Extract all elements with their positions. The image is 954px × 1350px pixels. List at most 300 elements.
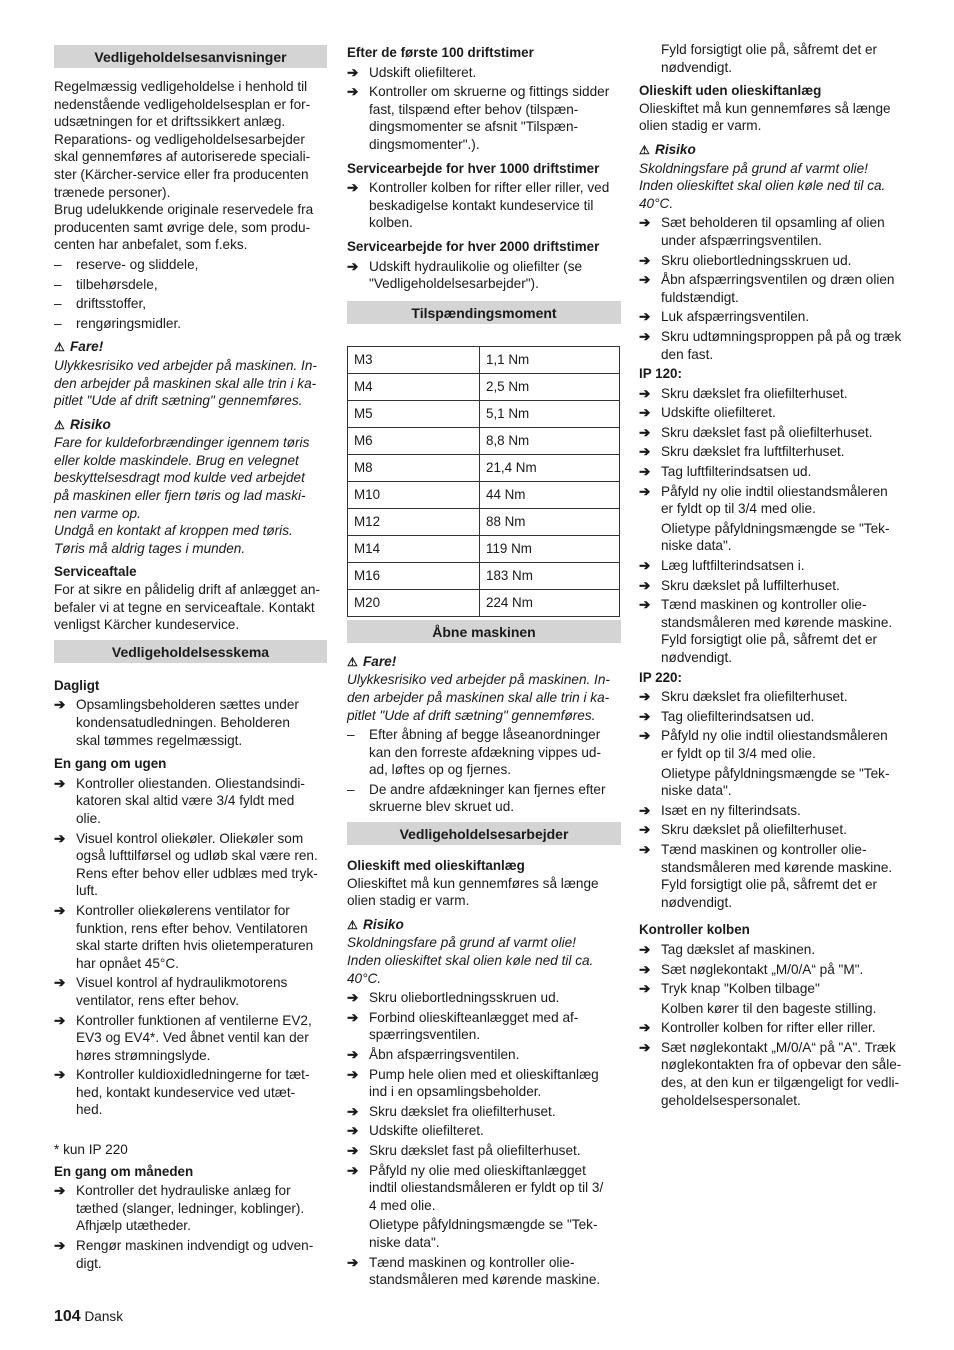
- list-item-line: Udskift hydraulikolie og oliefilter (se: [369, 258, 583, 274]
- monthly-heading: En gang om måneden: [54, 1163, 194, 1179]
- ip120-list-2: [639, 557, 915, 667]
- arrow-right-icon: ➔: [54, 975, 66, 991]
- list-item-line: Kontroller om skruerne og fittings sidder: [369, 84, 610, 100]
- list-item-line: 4 med olie.: [369, 1197, 436, 1213]
- list-item: [639, 821, 915, 839]
- list-item-line: funktion, rens efter behov. Ventilatoren: [76, 920, 308, 936]
- table-row: [348, 346, 620, 373]
- thread-size-cell: M10: [348, 481, 480, 508]
- list-item: [54, 696, 327, 749]
- torque-value-cell: 44 Nm: [480, 481, 620, 508]
- list-item-line: Afhjælp utætheder.: [76, 1218, 191, 1234]
- list-item-line: beskadigelse kontakt kundeservice til: [369, 197, 594, 213]
- list-item-line: er fyldt op til 3/4 med olie.: [661, 745, 816, 761]
- table-row: [348, 481, 620, 508]
- arrow-right-icon: ➔: [639, 802, 651, 818]
- list-item-line: nøglekontakten fra of opbevar den såle-: [661, 1057, 902, 1073]
- text-line: den arbejder på maskinen skal alle trin i ka-: [347, 689, 610, 705]
- table-row: [348, 589, 620, 616]
- thread-size-cell: M4: [348, 373, 480, 400]
- oil-change-final-list: [347, 1254, 621, 1289]
- text-line: pitlet "Ude af drift sætning" gennemføres.: [347, 707, 596, 723]
- text-line: nen varme op.: [54, 505, 141, 521]
- arrow-right-icon: ➔: [639, 941, 651, 957]
- text-line: Fyld forsigtigt olie på, såfremt det er: [661, 42, 878, 57]
- list-item-line: fast, tilspænd efter behov (tilspæn-: [369, 101, 579, 117]
- list-item-line: Sæt beholderen til opsamling af olien: [661, 215, 885, 231]
- arrow-right-icon: ➔: [639, 215, 651, 231]
- list-item-line: skal starte driften hvis olietemperaturen: [76, 938, 314, 954]
- list-item: [347, 1162, 621, 1215]
- list-item: [54, 1182, 327, 1235]
- list-item-line: nødvendigt.: [661, 894, 733, 910]
- list-item-text: driftsstoffer,: [76, 296, 147, 312]
- list-item: [347, 1122, 621, 1140]
- torque-value-cell: 183 Nm: [480, 562, 620, 589]
- text-line: Fare for kuldeforbrændinger igennem tøris: [54, 435, 310, 451]
- list-item-line: Isæt en ny filterindsats.: [661, 802, 801, 818]
- arrow-right-icon: ➔: [54, 697, 66, 713]
- list-item: [639, 557, 915, 575]
- intro-text: [54, 78, 327, 254]
- list-item-line: Skru dækslet på oliefilterhuset.: [661, 822, 847, 838]
- list-item-line: Kontroller det hydrauliske anlæg for: [76, 1183, 291, 1199]
- text-line: eller kolde maskindele. Brug en velegnet: [54, 452, 299, 468]
- table-row: [348, 454, 620, 481]
- text-line: niske data".: [661, 783, 732, 799]
- list-item-line: Tænd maskinen og kontroller olie-: [661, 597, 867, 613]
- arrow-right-icon: ➔: [347, 990, 359, 1006]
- dash-bullet: –: [54, 256, 62, 272]
- arrow-right-icon: ➔: [639, 981, 651, 997]
- danger-warning-text: [347, 671, 621, 724]
- list-item-line: skruerne blev skruet ud.: [369, 799, 515, 815]
- text-line: Undgå en kontakt af kroppen med tøris.: [54, 523, 293, 539]
- list-item-line: Skru oliebortledningsskruen ud.: [661, 252, 852, 268]
- list-item-line: Udskifte oliefilteret.: [661, 405, 776, 421]
- arrow-right-icon: ➔: [347, 1254, 359, 1270]
- list-item-text: tilbehørsdele,: [76, 276, 158, 292]
- arrow-right-icon: ➔: [347, 64, 359, 80]
- list-item: [639, 443, 915, 461]
- dash-bullet: –: [347, 727, 355, 743]
- list-item: [639, 961, 915, 979]
- daily-list: [54, 696, 327, 749]
- list-item-line: Påfyld ny olie med olieskiftanlægget: [369, 1162, 586, 1178]
- list-item: [639, 1039, 915, 1109]
- list-item: [639, 252, 915, 270]
- arrow-right-icon: ➔: [347, 1009, 359, 1025]
- language-label: Dansk: [84, 1309, 124, 1324]
- list-item: [639, 708, 915, 726]
- arrow-right-icon: ➔: [639, 464, 651, 480]
- list-item-line: Kontroller oliekølerens ventilator for: [76, 902, 290, 918]
- arrow-right-icon: ➔: [639, 309, 651, 325]
- text-line: venligst Kärcher kundeservice.: [54, 617, 240, 633]
- section-bar-maintenance-work: Vedligeholdelsesarbejder: [347, 822, 621, 845]
- oil-change-text: [347, 875, 621, 910]
- text-line: Tøris må aldrig tages i munden.: [54, 540, 246, 556]
- list-item-line: Tænd maskinen og kontroller olie-: [661, 841, 867, 857]
- arrow-right-icon: ➔: [54, 1238, 66, 1254]
- table-row: [348, 562, 620, 589]
- list-item-line: indtil oliestandsmåleren er fyldt op til 3/: [369, 1180, 604, 1196]
- arrow-right-icon: ➔: [347, 258, 359, 274]
- list-item: [639, 596, 915, 666]
- list-item: [639, 483, 915, 518]
- list-item: [347, 258, 621, 293]
- list-item-line: hed.: [76, 1102, 103, 1118]
- list-item-line: De andre afdækninger kan fjernes efter: [369, 781, 606, 797]
- list-item-line: Åbn afspærringsventilen og dræn olien: [661, 272, 895, 288]
- list-item-line: Kontroller kolben for rifter eller riller, ved: [369, 180, 610, 196]
- list-item: [639, 271, 915, 306]
- text-line: Olieskiftet må kun gennemføres så længe: [639, 100, 891, 116]
- arrow-right-icon: ➔: [639, 272, 651, 288]
- text-line: nødvendigt.: [661, 59, 733, 75]
- text-line: Olietype påfyldningsmængde se "Tek-: [661, 520, 890, 536]
- arrow-right-icon: ➔: [639, 577, 651, 593]
- warning-triangle-icon: ⚠: [347, 917, 358, 932]
- list-item-line: digt.: [76, 1255, 102, 1271]
- arrow-right-icon: ➔: [347, 1066, 359, 1082]
- table-row: [348, 427, 620, 454]
- warning-triangle-icon: ⚠: [54, 340, 65, 355]
- after-100-hours-list: [347, 64, 621, 154]
- torque-value-cell: 21,4 Nm: [480, 454, 620, 481]
- torque-value-cell: 224 Nm: [480, 589, 620, 616]
- list-item: [54, 295, 327, 313]
- text-line: niske data".: [661, 538, 732, 554]
- text-line: Olietype påfyldningsmængde se "Tek-: [661, 765, 890, 781]
- list-item-line: Påfyld ny olie indtil oliestandsmåleren: [661, 483, 888, 499]
- list-item: [639, 463, 915, 481]
- list-item: [54, 974, 327, 1009]
- ip120-oil-type-note: [639, 520, 915, 555]
- list-item-line: Tryk knap "Kolben tilbage": [661, 981, 820, 997]
- list-item-line: Tag oliefilterindsatsen ud.: [661, 708, 815, 724]
- list-item-line: skal tømmes regelmæssigt.: [76, 732, 243, 748]
- oil-change-list: [347, 989, 621, 1214]
- continued-text: [639, 41, 915, 76]
- risk-warning-text: [347, 934, 621, 987]
- thread-size-cell: M12: [348, 508, 480, 535]
- arrow-right-icon: ➔: [639, 252, 651, 268]
- table-row: [348, 400, 620, 427]
- arrow-right-icon: ➔: [639, 708, 651, 724]
- arrow-right-icon: ➔: [347, 180, 359, 196]
- list-item: [54, 1012, 327, 1065]
- arrow-right-icon: ➔: [639, 841, 651, 857]
- arrow-right-icon: ➔: [347, 84, 359, 100]
- list-item: [639, 385, 915, 403]
- text-line: olien stadig er varm.: [639, 118, 762, 134]
- weekly-list: [54, 775, 327, 1119]
- list-item-line: Visuel kontrol oliekøler. Oliekøler som: [76, 830, 304, 846]
- list-item-line: luft.: [76, 883, 98, 899]
- arrow-right-icon: ➔: [639, 444, 651, 460]
- text-line: Inden olieskiftet skal olien køle ned til ca.: [639, 178, 886, 194]
- check-piston-list: [639, 941, 915, 998]
- warning-triangle-icon: ⚠: [347, 654, 358, 669]
- arrow-right-icon: ➔: [347, 1103, 359, 1119]
- list-item: [639, 214, 915, 249]
- every-1000-hours-heading: Servicearbejde for hver 1000 driftstimer: [347, 160, 600, 176]
- list-item-line: standsmåleren med kørende maskine.: [661, 859, 893, 875]
- monthly-list: [54, 1182, 327, 1272]
- list-item-line: ind i en opsamlingsbeholder.: [369, 1084, 542, 1100]
- text-line: Brug udelukkende originale reservedele fra: [54, 202, 314, 218]
- list-item: [347, 1254, 621, 1289]
- oil-change-without-list: [639, 214, 915, 363]
- list-item-line: Skru udtømningsproppen på på og træk: [661, 328, 902, 344]
- thread-size-cell: M5: [348, 400, 480, 427]
- list-item-line: Rengør maskinen indvendigt og udven-: [76, 1238, 314, 1254]
- torque-value-cell: 8,8 Nm: [480, 427, 620, 454]
- arrow-right-icon: ➔: [347, 1162, 359, 1178]
- list-item: [347, 781, 621, 816]
- ip220-list-2: [639, 802, 915, 912]
- dash-bullet: –: [347, 781, 355, 797]
- danger-warning: [54, 338, 327, 357]
- warning-triangle-icon: ⚠: [639, 142, 650, 157]
- list-item-line: geholdelsespersonalet.: [661, 1092, 801, 1108]
- arrow-right-icon: ➔: [639, 1039, 651, 1055]
- page-number: 104: [54, 1308, 81, 1325]
- list-item: [54, 1066, 327, 1119]
- list-item: [347, 64, 621, 82]
- check-piston-list-2: [639, 1019, 915, 1109]
- list-item-line: standsmåleren med kørende maskine.: [369, 1272, 601, 1288]
- oil-change-without-unit-heading: Olieskift uden olieskiftanlæg: [639, 83, 822, 99]
- list-item-line: Kontroller oliestanden. Oliestandsindi-: [76, 775, 305, 791]
- torque-value-cell: 88 Nm: [480, 508, 620, 535]
- list-item-line: Påfyld ny olie indtil oliestandsmåleren: [661, 728, 888, 744]
- list-item-line: EV3 og EV4*. Ved åbnet ventil kan der: [76, 1030, 309, 1046]
- risk-warning: [54, 416, 327, 435]
- list-item-line: fuldstændigt.: [661, 289, 739, 305]
- arrow-right-icon: ➔: [347, 1142, 359, 1158]
- section-bar-open-machine: Åbne maskinen: [347, 620, 621, 643]
- section-bar-maintenance-instructions: Vedligeholdelsesanvisninger: [54, 45, 327, 68]
- page-footer: [54, 1308, 123, 1326]
- list-item-line: Kontroller kuldioxidledningerne for tæt-: [76, 1067, 310, 1083]
- list-item-line: Forbind olieskifteanlægget med af-: [369, 1009, 579, 1025]
- arrow-right-icon: ➔: [347, 1123, 359, 1139]
- dash-bullet: –: [54, 276, 62, 292]
- torque-table: [347, 346, 620, 617]
- text-line: beskyttelsesdragt mod kulde ved arbejdet: [54, 470, 305, 486]
- list-item-line: Sæt nøglekontakt „M/0/A“ på "M".: [661, 961, 864, 977]
- arrow-right-icon: ➔: [54, 1012, 66, 1028]
- text-line: Inden olieskiftet skal olien køle ned til ca.: [347, 953, 594, 969]
- list-item-line: den fast.: [661, 346, 714, 362]
- list-item-line: hed, kontakt kundeservice ved utæt-: [76, 1084, 296, 1100]
- list-item-line: Skru dækslet fra oliefilterhuset.: [661, 385, 848, 401]
- list-item-line: Udskift oliefilteret.: [369, 64, 477, 80]
- text-line: befaler vi at tegne en serviceaftale. Kontakt: [54, 599, 315, 615]
- text-line: For at sikre en pålidelig drift af anlægget an-: [54, 582, 320, 598]
- list-item-line: Udskifte oliefilteret.: [369, 1123, 484, 1139]
- warning-label: Fare!: [363, 653, 397, 669]
- every-1000-hours-list: [347, 179, 621, 232]
- list-item-line: Pump hele olien med et olieskiftanlæg: [369, 1066, 599, 1082]
- arrow-right-icon: ➔: [639, 424, 651, 440]
- list-item-line: Luk afspærringsventilen.: [661, 309, 810, 325]
- text-line: pitlet "Ude af drift sætning" gennemføres.: [54, 393, 303, 409]
- list-item-line: kondensatudledningen. Beholderen: [76, 715, 290, 730]
- list-item: [347, 1046, 621, 1064]
- list-item-line: Skru oliebortledningsskruen ud.: [369, 990, 560, 1006]
- list-item: [639, 727, 915, 762]
- list-item-line: Rens efter behov eller udblæs med tryk-: [76, 865, 318, 881]
- arrow-right-icon: ➔: [639, 689, 651, 705]
- list-item-line: Opsamlingsbeholderen sættes under: [76, 697, 299, 713]
- service-text: [54, 581, 327, 634]
- torque-value-cell: 119 Nm: [480, 535, 620, 562]
- list-item-line: Åbn afspærringsventilen.: [369, 1047, 520, 1062]
- list-item: [639, 328, 915, 363]
- warning-label: Risiko: [655, 141, 696, 157]
- text-line: Regelmæssig vedligeholdelse i henhold til: [54, 79, 308, 94]
- list-item-line: dingsmomenter".).: [369, 136, 480, 152]
- list-item: [347, 1103, 621, 1121]
- footnote: * kun IP 220: [54, 1142, 128, 1158]
- list-item: [54, 902, 327, 972]
- list-item-line: tæthed (slanger, ledninger, koblinger).: [76, 1200, 305, 1216]
- list-item-line: Skru dækslet fra luftfilterhuset.: [661, 444, 845, 460]
- arrow-right-icon: ➔: [639, 1020, 651, 1036]
- table-row: [348, 508, 620, 535]
- oil-type-note: [347, 1216, 621, 1251]
- list-item-line: Kontroller kolben for rifter eller riller.: [661, 1020, 876, 1036]
- list-item: [639, 308, 915, 326]
- danger-warning: [347, 653, 621, 672]
- text-line: udsætningen for et driftssikkert anlæg.: [54, 114, 286, 130]
- list-item: [54, 775, 327, 828]
- text-line: nedenstående vedligeholdelsesplan er for-: [54, 96, 311, 112]
- list-item: [347, 1142, 621, 1160]
- warning-triangle-icon: ⚠: [54, 417, 65, 432]
- list-item-line: Visuel kontrol af hydraulikmotorens: [76, 975, 288, 991]
- list-item: [639, 688, 915, 706]
- list-item-line: under afspærringsventilen.: [661, 232, 822, 248]
- text-line: 40°C.: [639, 195, 674, 211]
- service-heading: Serviceaftale: [54, 564, 137, 580]
- text-line: Reparations- og vedligeholdelsesarbejder: [54, 131, 305, 147]
- after-100-hours-heading: Efter de første 100 driftstimer: [347, 45, 534, 60]
- arrow-right-icon: ➔: [639, 822, 651, 838]
- risk-warning: [639, 141, 915, 160]
- list-item-line: olie.: [76, 810, 101, 826]
- arrow-right-icon: ➔: [639, 405, 651, 421]
- text-line: Kolben kører til den bageste stilling.: [661, 1000, 877, 1016]
- every-2000-hours-list: [347, 258, 621, 293]
- text-line: ster (Kärcher-service eller fra producenten: [54, 166, 309, 182]
- list-item-line: har opnået 45°C.: [76, 955, 179, 971]
- list-item: [639, 1019, 915, 1037]
- list-item-line: kolben.: [369, 215, 413, 231]
- torque-value-cell: 1,1 Nm: [480, 346, 620, 373]
- list-item-line: Efter åbning af begge låseanordninger: [369, 727, 601, 743]
- text-line: olien stadig er varm.: [347, 893, 470, 909]
- list-item-line: standsmåleren med kørende maskine.: [661, 614, 893, 630]
- text-line: Ulykkesrisiko ved arbejder på maskinen. In-: [347, 672, 610, 688]
- piston-note: [639, 1000, 915, 1018]
- list-item-line: ad, løftes op og fjernes.: [369, 762, 512, 778]
- torque-value-cell: 5,1 Nm: [480, 400, 620, 427]
- warning-label: Risiko: [363, 916, 404, 932]
- list-item-line: Fyld forsigtigt olie på, såfremt det er: [661, 632, 878, 648]
- text-line: på maskinen eller fjern tøris og lad maski-: [54, 488, 306, 504]
- text-line: niske data".: [369, 1234, 440, 1250]
- text-line: Olieskiftet må kun gennemføres så længe: [347, 875, 599, 891]
- list-item-line: Tag luftfilterindsatsen ud.: [661, 464, 812, 480]
- list-item-text: rengøringsmidler.: [76, 315, 182, 331]
- list-item-line: Skru dækslet fast på oliefilterhuset.: [661, 424, 873, 440]
- list-item-line: Kontroller funktionen af ventilerne EV2,: [76, 1012, 312, 1028]
- arrow-right-icon: ➔: [639, 385, 651, 401]
- list-item-text: reserve- og sliddele,: [76, 256, 199, 272]
- list-item-line: høres strømningslyde.: [76, 1047, 211, 1063]
- arrow-right-icon: ➔: [54, 775, 66, 791]
- danger-warning-text: [54, 357, 327, 410]
- ip220-list: [639, 688, 915, 762]
- weekly-heading: En gang om ugen: [54, 756, 167, 772]
- column-1: [54, 40, 327, 1272]
- thread-size-cell: M20: [348, 589, 480, 616]
- list-item-line: Tag dækslet af maskinen.: [661, 941, 816, 957]
- list-item: [54, 315, 327, 333]
- list-item: [347, 726, 621, 779]
- arrow-right-icon: ➔: [639, 558, 651, 574]
- table-row: [348, 535, 620, 562]
- risk-warning: [347, 916, 621, 935]
- arrow-right-icon: ➔: [347, 1047, 359, 1062]
- check-piston-heading: Kontroller kolben: [639, 922, 750, 938]
- text-line: Skoldningsfare på grund af varmt olie!: [347, 935, 576, 951]
- thread-size-cell: M8: [348, 454, 480, 481]
- risk-warning-text: [639, 160, 915, 213]
- warning-label: Risiko: [70, 416, 111, 432]
- list-item-line: Skru dækslet fast på oliefilterhuset.: [369, 1142, 581, 1158]
- text-line: skal gennemføres af autoriserede speciali-: [54, 149, 311, 165]
- text-line: den arbejder på maskinen skal alle trin i ka-: [54, 375, 317, 391]
- thread-size-cell: M16: [348, 562, 480, 589]
- arrow-right-icon: ➔: [54, 902, 66, 918]
- section-bar-maintenance-schedule: Vedligeholdelsesskema: [54, 640, 327, 663]
- list-item-line: "Vedligeholdelsesarbejder").: [369, 276, 539, 292]
- arrow-right-icon: ➔: [639, 961, 651, 977]
- list-item: [639, 980, 915, 998]
- list-item-line: også lufttilførsel og udløb skal være ren.: [76, 848, 318, 864]
- ip220-heading: IP 220:: [639, 669, 682, 685]
- thread-size-cell: M3: [348, 346, 480, 373]
- table-row: [348, 373, 620, 400]
- list-item: [639, 424, 915, 442]
- text-line: Olietype påfyldningsmængde se "Tek-: [369, 1217, 598, 1233]
- list-item: [347, 83, 621, 153]
- list-item-line: Læg luftfilterindsatsen i.: [661, 558, 805, 574]
- list-item: [54, 1237, 327, 1272]
- list-item: [54, 256, 327, 274]
- column-2: [347, 40, 621, 1289]
- list-item-line: des, at den kun er tilgængeligt for vedli-: [661, 1075, 900, 1091]
- list-item-line: spærringsventilen.: [369, 1027, 481, 1043]
- list-item: [639, 577, 915, 595]
- thread-size-cell: M6: [348, 427, 480, 454]
- section-bar-torque: Tilspændingsmoment: [347, 301, 621, 324]
